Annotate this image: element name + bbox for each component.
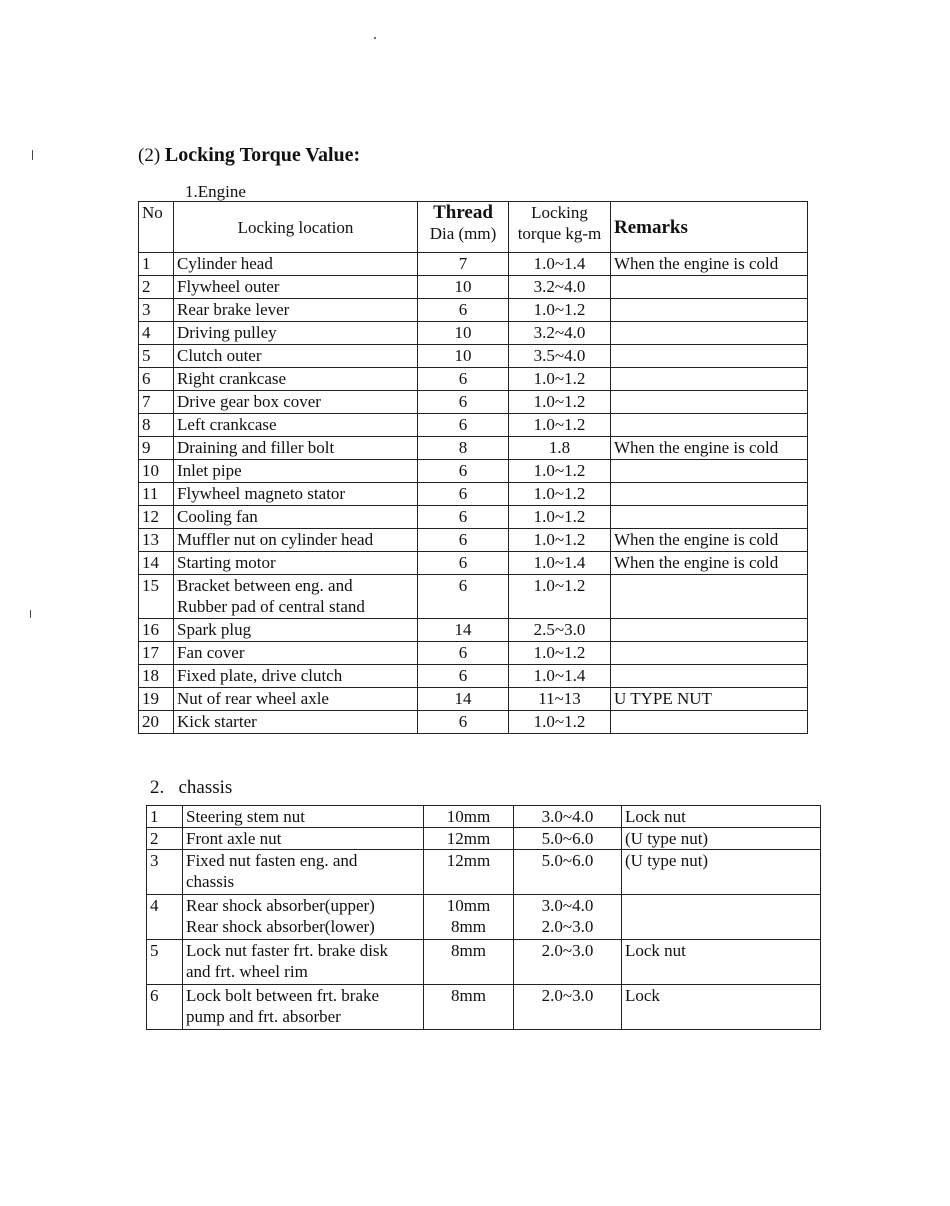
table-row [139, 414, 808, 437]
row-number-cell [139, 529, 174, 552]
locking-location: Right crankcase [177, 369, 287, 388]
thread-dia: 6 [458, 530, 468, 549]
row-number: 16 [142, 620, 159, 639]
row-number: 2 [142, 277, 151, 296]
locking-location: Cylinder head [177, 254, 273, 273]
chassis-torque-table [146, 805, 821, 1030]
locking-location-cell [174, 483, 418, 506]
remarks: Lock [625, 986, 660, 1005]
thread-dia-cell [418, 437, 509, 460]
thread-dia-cell [418, 299, 509, 322]
remarks-cell [611, 665, 808, 688]
table-row [139, 322, 808, 345]
table-row [147, 985, 821, 1030]
locking-torque: 1.0~1.2 [533, 712, 586, 731]
remarks-cell [611, 483, 808, 506]
row-number-cell [139, 642, 174, 665]
remarks: Lock nut [625, 807, 686, 826]
row-number: 1 [150, 807, 159, 826]
thread-dia-cell [418, 460, 509, 483]
locking-torque: 1.0~1.2 [533, 300, 586, 319]
section-title: Locking Torque Value: [164, 144, 361, 166]
table-row [139, 642, 808, 665]
locking-location: Muffler nut on cylinder head [177, 530, 374, 549]
locking-torque: 1.8 [548, 438, 571, 457]
thread-dia: 6 [458, 507, 468, 526]
locking-location-cell [174, 711, 418, 734]
table-row [139, 391, 808, 414]
table-row [139, 711, 808, 734]
thread-dia: 8 [458, 438, 468, 457]
row-number-cell [147, 985, 183, 1030]
table-row [139, 345, 808, 368]
row-number: 20 [142, 712, 159, 731]
row-number: 9 [142, 438, 151, 457]
locking-location-cell [174, 299, 418, 322]
table-row [139, 552, 808, 575]
row-number-cell [147, 940, 183, 985]
locking-torque-cell [514, 828, 622, 850]
engine-subtitle: 1.Engine [185, 182, 246, 201]
locking-location-cell [183, 850, 424, 895]
locking-location-cell [174, 460, 418, 483]
remarks-cell [611, 460, 808, 483]
section-number: (2) [138, 145, 161, 166]
header-torque [509, 202, 611, 253]
locking-torque: 1.0~1.2 [533, 392, 586, 411]
row-number-cell [139, 688, 174, 711]
locking-torque: 1.0~1.2 [533, 415, 586, 434]
thread-dia-cell [418, 322, 509, 345]
locking-location: Front axle nut [186, 829, 282, 848]
locking-location: Inlet pipe [177, 461, 242, 480]
locking-torque-cell [509, 711, 611, 734]
locking-location-cell [174, 575, 418, 619]
locking-torque-cell [509, 552, 611, 575]
locking-location-cell [174, 506, 418, 529]
table-row [147, 828, 821, 850]
locking-torque: 1.0~1.2 [533, 369, 586, 388]
header-no: No [139, 202, 174, 253]
header-thread-top: Thread [433, 202, 493, 223]
thread-dia: 6 [458, 369, 468, 388]
thread-dia-cell [424, 985, 514, 1030]
table-row [147, 895, 821, 940]
thread-dia: 6 [458, 461, 468, 480]
locking-location: Driving pulley [177, 323, 277, 342]
scan-speck [30, 610, 31, 618]
engine-header-row [139, 202, 808, 253]
thread-dia: 6 [458, 484, 468, 503]
locking-torque: 3.2~4.0 [533, 323, 586, 342]
locking-location: Rear shock absorber(upper) [186, 896, 375, 915]
locking-location-cell [174, 665, 418, 688]
header-torque-bottom: torque kg-m [517, 224, 602, 243]
row-number: 5 [150, 941, 159, 960]
locking-location: Nut of rear wheel axle [177, 689, 329, 708]
locking-torque: 1.0~1.2 [533, 643, 586, 662]
thread-dia-cell [418, 711, 509, 734]
row-number: 1 [142, 254, 151, 273]
remarks-cell [611, 529, 808, 552]
remarks-cell [611, 299, 808, 322]
remarks-cell [611, 506, 808, 529]
thread-dia-cell [418, 575, 509, 619]
locking-location-line2: pump and frt. absorber [186, 1007, 341, 1026]
locking-torque-cell [509, 665, 611, 688]
remarks: When the engine is cold [614, 438, 779, 457]
thread-dia-cell [418, 688, 509, 711]
row-number: 8 [142, 415, 151, 434]
locking-location: Spark plug [177, 620, 252, 639]
thread-dia-cell [424, 806, 514, 828]
remarks-cell [611, 619, 808, 642]
locking-location: Draining and filler bolt [177, 438, 335, 457]
thread-dia-cell [418, 665, 509, 688]
scan-speck [32, 150, 33, 160]
row-number-cell [147, 806, 183, 828]
thread-dia-cell [424, 828, 514, 850]
locking-location-cell [174, 552, 418, 575]
locking-location: Fan cover [177, 643, 245, 662]
row-number-cell [147, 828, 183, 850]
remarks-cell [622, 940, 821, 985]
locking-location-cell [183, 985, 424, 1030]
remarks-cell [611, 276, 808, 299]
locking-torque-cell [509, 345, 611, 368]
locking-location: Clutch outer [177, 346, 262, 365]
remarks-cell [622, 985, 821, 1030]
locking-torque: 1.0~1.4 [533, 666, 586, 685]
thread-dia-cell [418, 414, 509, 437]
header-remarks: Remarks [611, 202, 808, 253]
table-row [147, 850, 821, 895]
scan-speck [374, 37, 376, 39]
remarks-cell [611, 368, 808, 391]
locking-location: Fixed nut fasten eng. and [186, 851, 358, 870]
row-number: 15 [142, 576, 159, 595]
locking-torque-cell [509, 322, 611, 345]
row-number-cell [139, 483, 174, 506]
locking-location-cell [174, 688, 418, 711]
row-number-cell [139, 391, 174, 414]
table-row [139, 575, 808, 619]
table-row [139, 619, 808, 642]
row-number: 5 [142, 346, 151, 365]
locking-location-cell [174, 368, 418, 391]
locking-location-cell [174, 437, 418, 460]
remarks-cell [611, 391, 808, 414]
thread-dia: 14 [454, 620, 472, 639]
locking-torque-cell [509, 437, 611, 460]
locking-location-line2: Rear shock absorber(lower) [186, 917, 375, 936]
locking-torque-cell [509, 619, 611, 642]
row-number: 12 [142, 507, 159, 526]
thread-dia-cell [418, 483, 509, 506]
thread-dia-cell [418, 276, 509, 299]
row-number: 4 [142, 323, 151, 342]
row-number-cell [139, 276, 174, 299]
locking-torque: 1.0~1.2 [533, 507, 586, 526]
thread-dia: 10mm [446, 807, 491, 826]
row-number-cell [139, 711, 174, 734]
chassis-table-body [147, 806, 821, 1030]
row-number-cell [147, 895, 183, 940]
locking-location-line2: Rubber pad of central stand [177, 597, 365, 616]
locking-location-cell [174, 391, 418, 414]
remarks-cell [622, 828, 821, 850]
remarks-cell [611, 642, 808, 665]
locking-location-cell [183, 806, 424, 828]
locking-torque: 2.0~3.0 [541, 986, 594, 1005]
row-number-cell [139, 575, 174, 619]
header-torque-top: Locking [531, 203, 588, 222]
table-row [139, 529, 808, 552]
locking-location-cell [174, 619, 418, 642]
locking-torque: 5.0~6.0 [541, 829, 594, 848]
locking-torque-line2: 2.0~3.0 [541, 917, 594, 936]
locking-torque: 5.0~6.0 [541, 851, 594, 870]
row-number: 7 [142, 392, 151, 411]
chassis-subtitle: 2. chassis [150, 777, 233, 798]
thread-dia-cell [418, 368, 509, 391]
row-number: 2 [150, 829, 159, 848]
header-thread-bottom: Dia (mm) [429, 224, 497, 243]
row-number-cell [139, 345, 174, 368]
locking-torque: 1.0~1.2 [533, 484, 586, 503]
thread-dia-cell [418, 529, 509, 552]
locking-torque-cell [514, 895, 622, 940]
locking-torque-cell [514, 940, 622, 985]
thread-dia-cell [418, 619, 509, 642]
locking-torque-cell [509, 253, 611, 276]
locking-location-cell [183, 895, 424, 940]
thread-dia: 10mm [446, 896, 491, 915]
table-row [139, 368, 808, 391]
row-number-cell [139, 322, 174, 345]
locking-torque-cell [514, 806, 622, 828]
locking-torque: 3.5~4.0 [533, 346, 586, 365]
thread-dia-cell [418, 345, 509, 368]
table-row [139, 665, 808, 688]
remarks-cell [611, 322, 808, 345]
thread-dia: 14 [454, 689, 472, 708]
row-number: 14 [142, 553, 159, 572]
row-number-cell [139, 253, 174, 276]
remarks-cell [611, 575, 808, 619]
locking-location: Lock bolt between frt. brake [186, 986, 380, 1005]
table-row [139, 253, 808, 276]
table-row [139, 483, 808, 506]
thread-dia: 10 [454, 346, 472, 365]
row-number: 10 [142, 461, 159, 480]
table-row [139, 460, 808, 483]
row-number: 6 [150, 986, 159, 1005]
locking-torque: 1.0~1.2 [533, 576, 586, 595]
locking-torque-cell [509, 276, 611, 299]
thread-dia: 12mm [446, 851, 491, 870]
thread-dia: 12mm [446, 829, 491, 848]
locking-location-cell [174, 642, 418, 665]
locking-torque-cell [514, 985, 622, 1030]
locking-location: Left crankcase [177, 415, 277, 434]
remarks-cell [622, 895, 821, 940]
locking-location: Cooling fan [177, 507, 258, 526]
locking-location: Starting motor [177, 553, 276, 572]
thread-dia-line2: 8mm [451, 917, 486, 936]
locking-torque: 3.0~4.0 [541, 896, 594, 915]
row-number: 17 [142, 643, 159, 662]
remarks-cell [622, 806, 821, 828]
row-number: 19 [142, 689, 159, 708]
remarks-cell [611, 688, 808, 711]
locking-torque: 3.2~4.0 [533, 277, 586, 296]
row-number: 3 [142, 300, 151, 319]
remarks: When the engine is cold [614, 530, 779, 549]
engine-table-body [139, 253, 808, 734]
thread-dia-cell [424, 895, 514, 940]
thread-dia: 8mm [451, 941, 486, 960]
row-number-cell [139, 299, 174, 322]
locking-location-line2: chassis [186, 872, 235, 891]
remarks-cell [611, 345, 808, 368]
locking-location: Kick starter [177, 712, 257, 731]
locking-torque-cell [509, 642, 611, 665]
row-number-cell [139, 619, 174, 642]
locking-location-line2: and frt. wheel rim [186, 962, 308, 981]
thread-dia: 6 [458, 392, 468, 411]
locking-location-cell [174, 322, 418, 345]
row-number-cell [147, 850, 183, 895]
locking-torque: 1.0~1.2 [533, 461, 586, 480]
row-number: 18 [142, 666, 159, 685]
locking-location-cell [183, 828, 424, 850]
locking-torque-cell [509, 575, 611, 619]
remarks: Lock nut [625, 941, 686, 960]
thread-dia: 6 [458, 643, 468, 662]
section-heading [138, 144, 360, 167]
remarks: U TYPE NUT [614, 689, 712, 708]
remarks-cell [611, 253, 808, 276]
locking-location: Lock nut faster frt. brake disk [186, 941, 389, 960]
locking-location-cell [174, 414, 418, 437]
row-number: 11 [142, 484, 159, 503]
row-number-cell [139, 460, 174, 483]
row-number-cell [139, 368, 174, 391]
remarks: (U type nut) [625, 829, 709, 848]
table-row [139, 276, 808, 299]
locking-location: Drive gear box cover [177, 392, 321, 411]
locking-location-cell [174, 529, 418, 552]
table-row [147, 806, 821, 828]
locking-torque: 1.0~1.4 [533, 254, 586, 273]
locking-location: Fixed plate, drive clutch [177, 666, 343, 685]
remarks: When the engine is cold [614, 254, 779, 273]
thread-dia: 6 [458, 553, 468, 572]
table-row [139, 437, 808, 460]
locking-torque: 1.0~1.4 [533, 553, 586, 572]
row-number-cell [139, 552, 174, 575]
locking-torque-cell [509, 299, 611, 322]
engine-torque-table [138, 201, 808, 734]
locking-torque: 3.0~4.0 [541, 807, 594, 826]
thread-dia: 6 [458, 300, 468, 319]
thread-dia: 6 [458, 576, 468, 595]
thread-dia-cell [418, 391, 509, 414]
locking-torque-cell [509, 506, 611, 529]
thread-dia-cell [418, 506, 509, 529]
thread-dia: 8mm [451, 986, 486, 1005]
locking-location: Rear brake lever [177, 300, 290, 319]
locking-torque: 1.0~1.2 [533, 530, 586, 549]
locking-torque-cell [509, 414, 611, 437]
row-number: 13 [142, 530, 159, 549]
remarks: (U type nut) [625, 851, 709, 870]
locking-torque-cell [509, 368, 611, 391]
thread-dia: 6 [458, 666, 468, 685]
row-number: 4 [150, 896, 159, 915]
remarks-cell [611, 552, 808, 575]
locking-location-cell [174, 345, 418, 368]
locking-torque-cell [509, 483, 611, 506]
thread-dia: 10 [454, 277, 472, 296]
table-row [139, 688, 808, 711]
row-number-cell [139, 506, 174, 529]
header-thread [418, 202, 509, 253]
locking-torque: 2.5~3.0 [533, 620, 586, 639]
remarks-cell [611, 437, 808, 460]
locking-torque-cell [509, 460, 611, 483]
table-row [139, 299, 808, 322]
thread-dia: 6 [458, 712, 468, 731]
row-number-cell [139, 437, 174, 460]
remarks: When the engine is cold [614, 553, 779, 572]
remarks-cell [611, 414, 808, 437]
locking-torque: 2.0~3.0 [541, 941, 594, 960]
thread-dia-cell [418, 552, 509, 575]
locking-location: Flywheel magneto stator [177, 484, 346, 503]
locking-location: Steering stem nut [186, 807, 305, 826]
row-number: 6 [142, 369, 151, 388]
locking-location-cell [183, 940, 424, 985]
remarks-cell [622, 850, 821, 895]
thread-dia: 10 [454, 323, 472, 342]
thread-dia: 7 [458, 254, 468, 273]
locking-location-cell [174, 276, 418, 299]
locking-location: Bracket between eng. and [177, 576, 353, 595]
locking-torque-cell [514, 850, 622, 895]
thread-dia-cell [424, 850, 514, 895]
row-number-cell [139, 414, 174, 437]
row-number: 3 [150, 851, 159, 870]
thread-dia-cell [418, 642, 509, 665]
header-location: Locking location [174, 202, 418, 253]
locking-torque: 11~13 [538, 689, 581, 708]
locking-location-cell [174, 253, 418, 276]
locking-location: Flywheel outer [177, 277, 280, 296]
thread-dia-cell [424, 940, 514, 985]
table-row [147, 940, 821, 985]
thread-dia: 6 [458, 415, 468, 434]
locking-torque-cell [509, 688, 611, 711]
locking-torque-cell [509, 529, 611, 552]
locking-torque-cell [509, 391, 611, 414]
row-number-cell [139, 665, 174, 688]
thread-dia-cell [418, 253, 509, 276]
table-row [139, 506, 808, 529]
remarks-cell [611, 711, 808, 734]
